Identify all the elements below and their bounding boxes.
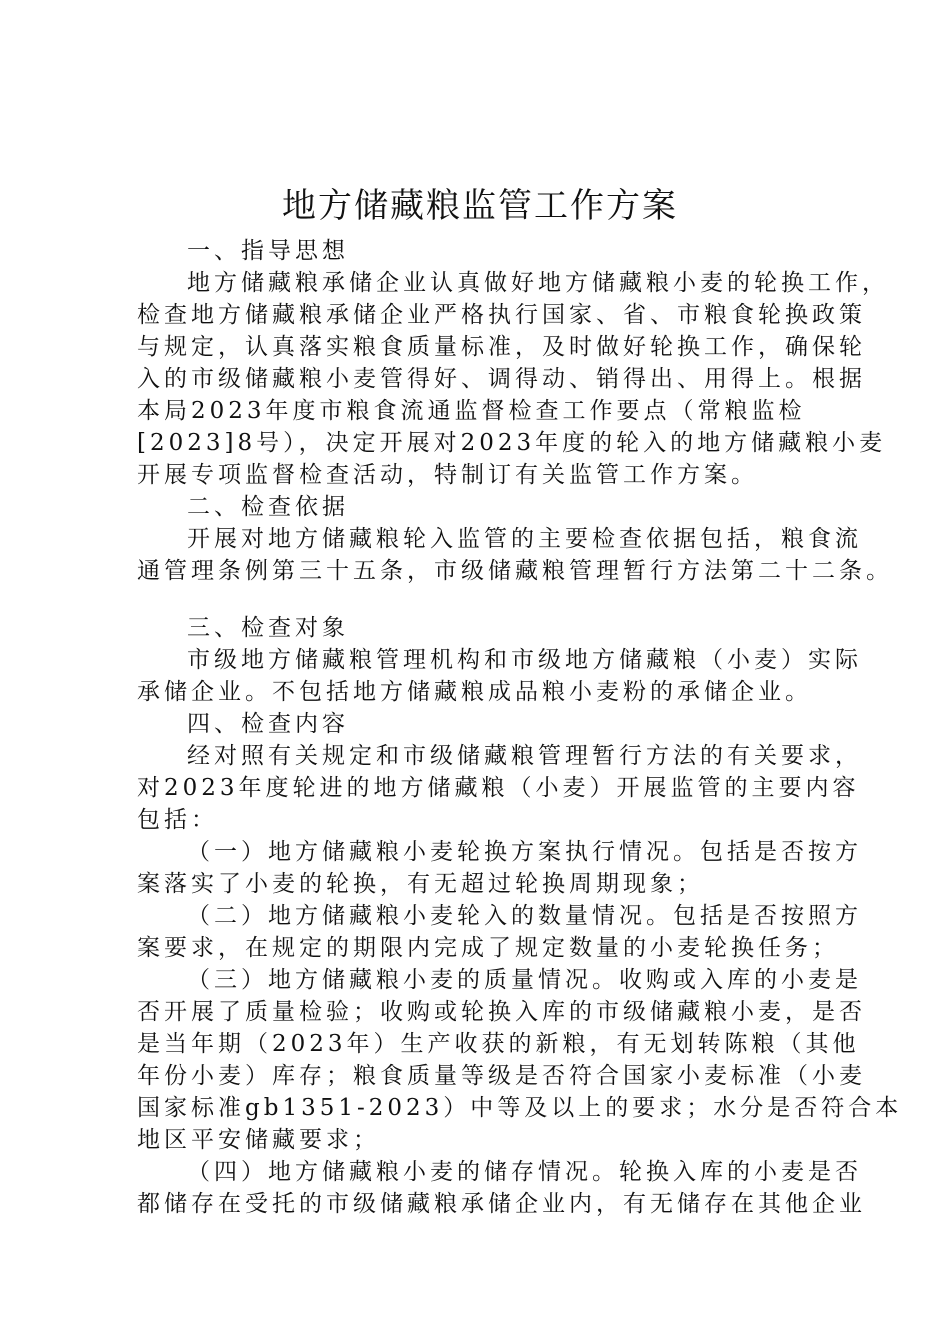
list-item-line: 案要求，在规定的期限内完成了规定数量的小麦轮换任务；: [137, 935, 839, 961]
list-item-line: 案落实了小麦的轮换，有无超过轮换周期现象；: [137, 871, 704, 897]
paragraph-line: 通管理条例第三十五条，市级储藏粮管理暂行方法第二十二条。: [137, 558, 893, 584]
list-item-line: （一）地方储藏粮小麦轮换方案执行情况。包括是否按方: [187, 839, 862, 865]
section-heading: 二、检查依据: [187, 494, 349, 520]
list-item-line: （二）地方储藏粮小麦轮入的数量情况。包括是否按照方: [187, 903, 862, 929]
paragraph-line: 与规定，认真落实粮食质量标准，及时做好轮换工作，确保轮: [137, 334, 866, 360]
document-title: 地方储藏粮监管工作方案: [282, 186, 678, 226]
paragraph-line: [2023]8号），决定开展对2023年度的轮入的地方储藏粮小麦: [137, 430, 887, 456]
list-item-line: 都储存在受托的市级储藏粮承储企业内，有无储存在其他企业: [137, 1191, 866, 1217]
list-item-line: （三）地方储藏粮小麦的质量情况。收购或入库的小麦是: [187, 967, 862, 993]
list-item-line: 是当年期（2023年）生产收获的新粮，有无划转陈粮（其他: [137, 1031, 860, 1057]
list-item-line: （四）地方储藏粮小麦的储存情况。轮换入库的小麦是否: [187, 1159, 862, 1185]
section-heading: 四、检查内容: [187, 711, 349, 737]
paragraph-line: 检查地方储藏粮承储企业严格执行国家、省、市粮食轮换政策: [137, 302, 866, 328]
paragraph-line: 承储企业。不包括地方储藏粮成品粮小麦粉的承储企业。: [137, 679, 812, 705]
section-heading: 三、检查对象: [187, 615, 349, 641]
paragraph-line: 对2023年度轮进的地方储藏粮（小麦）开展监管的主要内容: [137, 775, 860, 801]
paragraph-line: 开展专项监督检查活动，特制订有关监管工作方案。: [137, 462, 758, 488]
paragraph-line: 开展对地方储藏粮轮入监管的主要检查依据包括，粮食流: [187, 526, 862, 552]
section-heading: 一、指导思想: [187, 238, 349, 264]
paragraph-line: 入的市级储藏粮小麦管得好、调得动、销得出、用得上。根据: [137, 366, 866, 392]
paragraph-line: 本局2023年度市粮食流通监督检查工作要点（常粮监检: [137, 398, 806, 424]
list-item-line: 地区平安储藏要求；: [137, 1127, 380, 1153]
list-item-line: 否开展了质量检验；收购或轮换入库的市级储藏粮小麦，是否: [137, 999, 866, 1025]
paragraph-line: 地方储藏粮承储企业认真做好地方储藏粮小麦的轮换工作，: [187, 270, 889, 296]
list-item-line: 国家标准gb1351-2023）中等及以上的要求；水分是否符合本: [137, 1095, 903, 1121]
paragraph-line: 经对照有关规定和市级储藏粮管理暂行方法的有关要求，: [187, 743, 862, 769]
paragraph-line: 市级地方储藏粮管理机构和市级地方储藏粮（小麦）实际: [187, 647, 862, 673]
list-item-line: 年份小麦）库存；粮食质量等级是否符合国家小麦标准（小麦: [137, 1063, 866, 1089]
paragraph-line: 包括：: [137, 807, 218, 833]
